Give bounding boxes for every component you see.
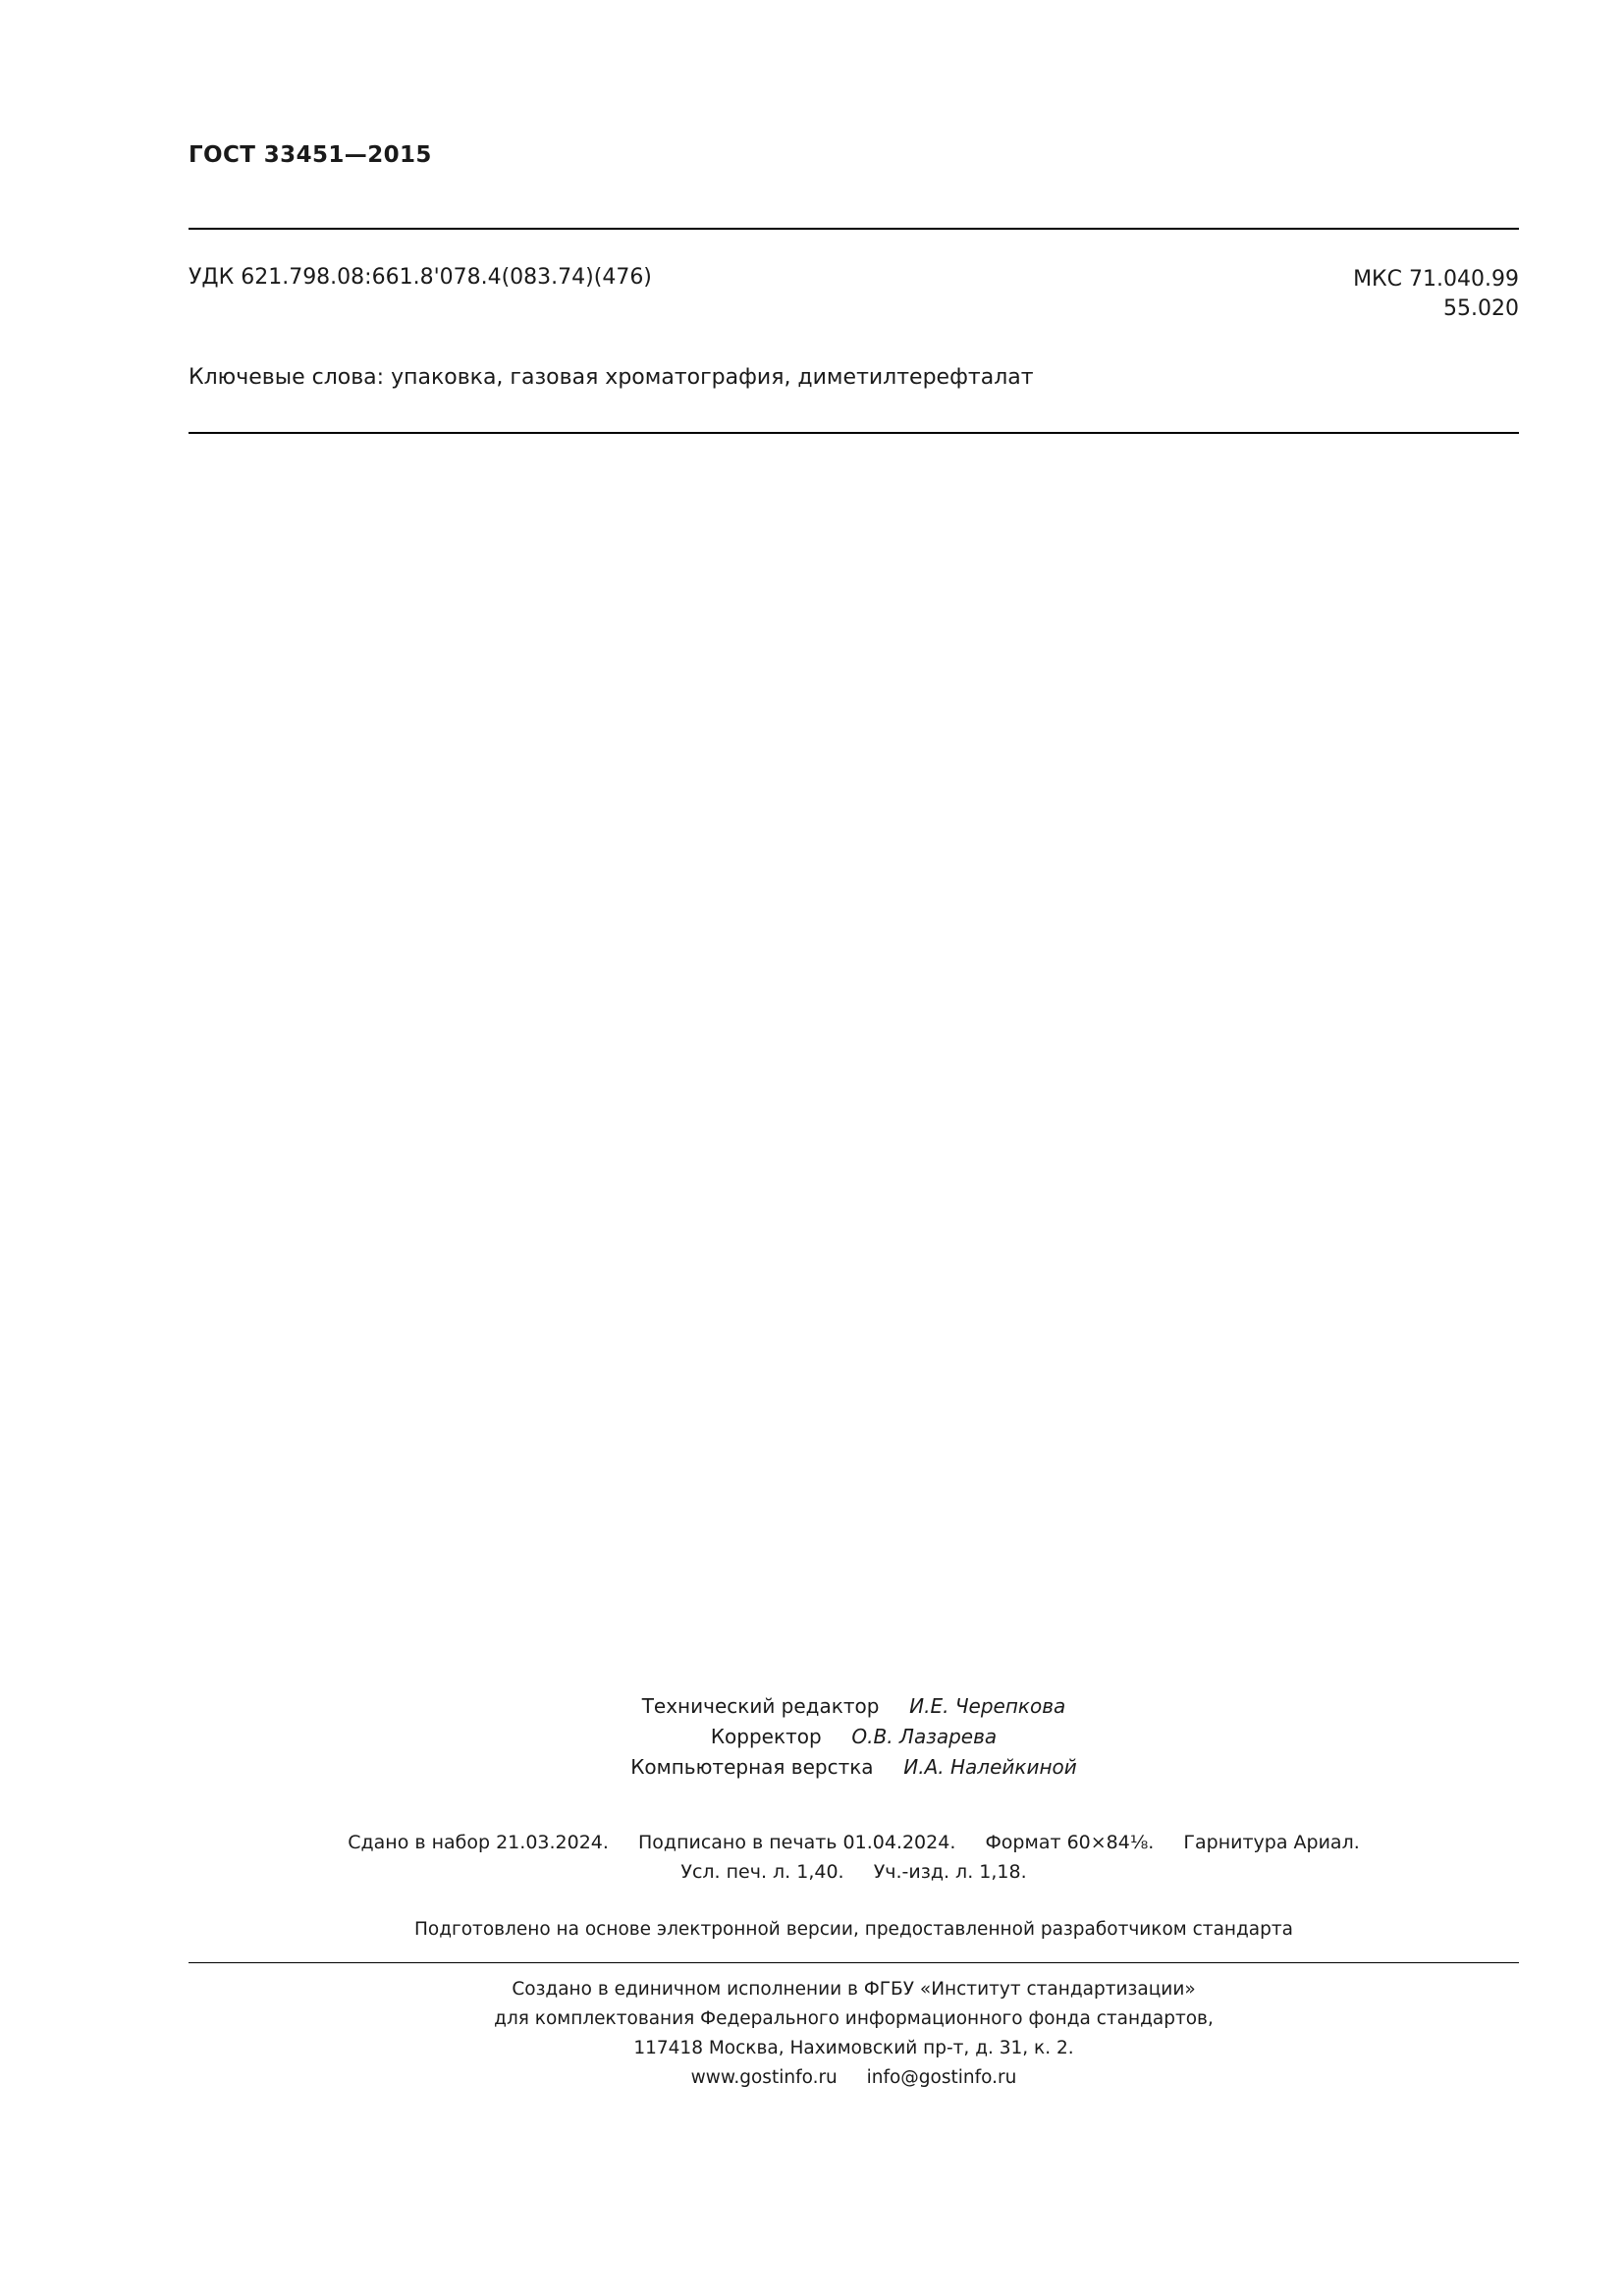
colophon-credits xyxy=(189,1691,1519,1783)
corrector-name: О.В. Лазарева xyxy=(851,1725,998,1748)
divider-footer xyxy=(189,1962,1519,1963)
layout-row xyxy=(189,1752,1519,1783)
footer-block xyxy=(189,1975,1519,2093)
print-info-line-1 xyxy=(189,1828,1519,1857)
keywords-line: Ключевые слова: упаковка, газовая хроматография, диметилтерефталат xyxy=(189,365,1034,390)
footer-line-2: для комплектования Федерального информационного фонда стандартов, xyxy=(494,2007,1214,2029)
paper-format: Формат 60×84⅛. xyxy=(985,1832,1155,1853)
tech-editor-name: И.Е. Черепкова xyxy=(909,1694,1066,1718)
udk-mks-row xyxy=(189,265,1519,323)
email-link[interactable]: info@gostinfo.ru xyxy=(866,2066,1017,2088)
footer-contacts xyxy=(189,2063,1519,2093)
footer-line-3: 117418 Москва, Нахимовский пр-т, д. 31, к. 2. xyxy=(633,2037,1074,2058)
tech-editor-label: Технический редактор xyxy=(641,1694,880,1718)
mks-code-primary: МКС 71.040.99 xyxy=(1353,267,1519,292)
prepared-note: Подготовлено на основе электронной версии, предоставленной разработчиком стандарта xyxy=(413,1919,1294,1940)
tech-editor-row xyxy=(189,1691,1519,1722)
publisher-sheets: Уч.-изд. л. 1,18. xyxy=(873,1861,1027,1884)
print-sheets: Усл. печ. л. 1,40. xyxy=(680,1861,844,1884)
layout-label: Компьютерная верстка xyxy=(630,1755,874,1779)
udk-code: УДК 621.798.08:661.8'078.4(083.74)(476) xyxy=(189,265,652,290)
divider-below-keywords xyxy=(189,432,1519,434)
typeface: Гарнитура Ариал. xyxy=(1183,1832,1360,1853)
website-link[interactable]: www.gostinfo.ru xyxy=(690,2066,838,2088)
print-info-line-2 xyxy=(189,1857,1519,1887)
layout-name: И.А. Налейкиной xyxy=(903,1755,1077,1779)
signed-date: Подписано в печать 01.04.2024. xyxy=(638,1832,956,1853)
corrector-label: Корректор xyxy=(710,1725,822,1748)
corrector-row xyxy=(189,1722,1519,1752)
divider-top xyxy=(189,228,1519,230)
page-title: ГОСТ 33451—2015 xyxy=(189,142,432,168)
mks-code-secondary: 55.020 xyxy=(1443,295,1519,321)
print-info xyxy=(189,1828,1519,1888)
mks-codes xyxy=(1353,265,1519,323)
submitted-date: Сдано в набор 21.03.2024. xyxy=(348,1832,609,1853)
footer-line-1: Создано в единичном исполнении в ФГБУ «Институт стандартизации» xyxy=(512,1979,1196,2000)
